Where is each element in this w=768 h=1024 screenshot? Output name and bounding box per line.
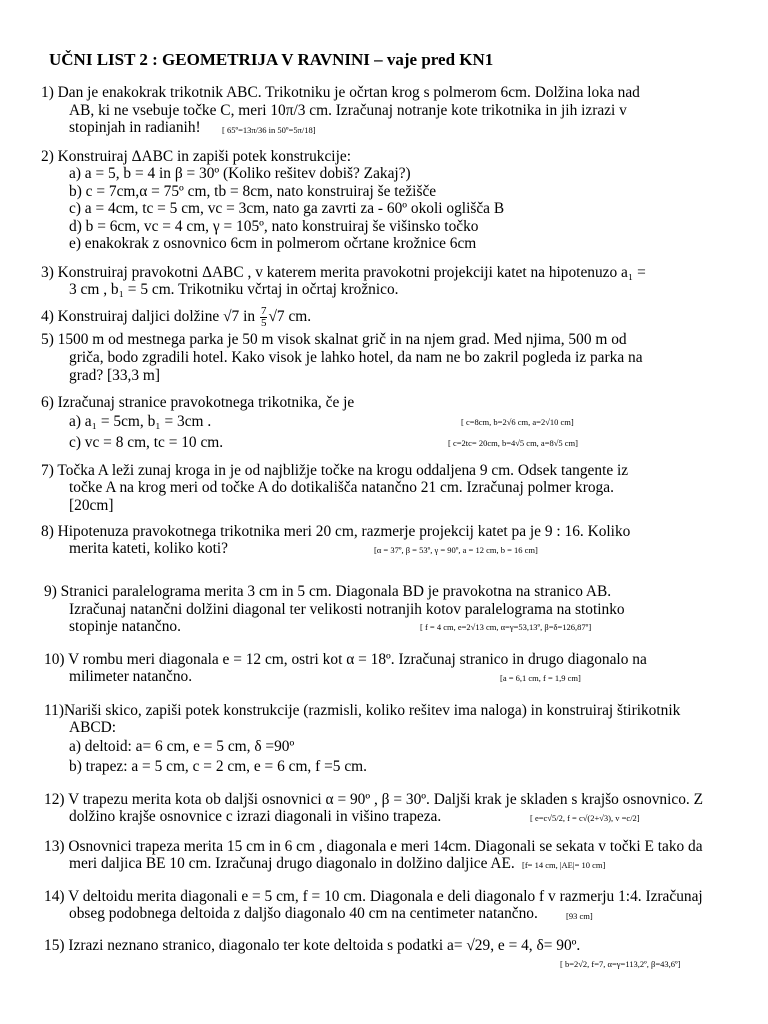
task-10-answer: [a = 6,1 cm, f = 1,9 cm] [500,673,581,683]
task-5-line-1: 5) 1500 m od mestnega parka je 50 m visok skalnat grič in na njem grad. Med njima, 500 m od [41,331,627,348]
page-title: UČNI LIST 2 : GEOMETRIJA V RAVNINI – vaje pred KN1 [49,50,494,69]
task-2-c: c) a = 4cm, tc = 5 cm, vc = 3cm, nato ga zavrti za - 60º okoli oglišča B [69,200,505,217]
task-3-line-2: 3 cm , b₁ = 5 cm. Trikotniku včrtaj in očrtaj krožnico. [69,281,399,298]
task-6-c: c) vc = 8 cm, tc = 10 cm. [69,434,224,451]
task-2-a: a) a = 5, b = 4 in β = 30º (Koliko rešitev dobiš? Zakaj?) [69,165,411,182]
task-11-a: a) deltoid: a= 6 cm, e = 5 cm, δ =90º [69,738,295,755]
task-12-line-1: 12) V trapezu merita kota ob daljši osnovnici α = 90º , β = 30º. Daljši krak je skladen s krajšo osnovnico. Z [44,791,704,808]
task-2-b: b) c = 7cm,α = 75º cm, tb = 8cm, nato konstruiraj še težišče [69,183,437,200]
task-14-line-2: obseg podobnega deltoida z daljšo diagonalo 40 cm na centimeter natančno. [69,905,538,922]
task-1-line-2: AB, ki ne vsebuje točke C, meri 10π/3 cm. Izračunaj notranje kote trikotnika in jih izrazi v [69,102,627,119]
task-15-answer: [ b=2√2, f=7, α=γ=113,2º, β=43,6º] [560,959,681,969]
task-1-answer: [ 65º=13π/36 in 50º=5π/18] [222,125,316,135]
task-4-text: 4) Konstruiraj daljici dolžine [41,308,220,326]
task-8-line-1: 8) Hipotenuza pravokotnega trikotnika meri 20 cm, razmerje projekcij katet pa je 9 : 16. Koliko [41,523,631,540]
task-14-line-1: 14) V deltoidu merita diagonali e = 5 cm, f = 10 cm. Diagonala e deli diagonalo f v razmerju 1:4. Izračunaj [44,888,703,905]
task-11-line-1: 11)Nariši skico, zapiši potek konstrukcije (razmisli, koliko rešitev ima naloga) in konstruiraj štirikotnik [44,702,681,719]
task-4-fraction [260,306,268,329]
task-4-unit: cm. [288,308,312,326]
task-12-line-2: dolžino krajše osnovnice c izrazi diagonali in višino trapeza. [69,808,442,825]
task-4 [41,306,311,329]
task-1-line-1: 1) Dan je enakokrak trikotnik ABC. Trikotniku je očrtan krog s polmerom 6cm. Dolžina loka nad [41,84,640,101]
task-2-d: d) b = 6cm, vc = 4 cm, γ = 105º, nato konstruiraj še višinsko točko [69,218,479,235]
task-8-line-2: merita kateti, koliko koti? [69,540,228,557]
task-4-root-1: √7 [223,308,240,326]
task-2-e: e) enakokrak z osnovnico 6cm in polmerom očrtane krožnice 6cm [69,235,477,252]
task-6-a: a) a₁ = 5cm, b₁ = 3cm . [69,413,212,430]
task-12-answer: [ e=c√5/2, f = c√(2+√3), v =c/2] [530,813,640,823]
task-10-line-1: 10) V rombu meri diagonala e = 12 cm, ostri kot α = 18º. Izračunaj stranico in drugo diagonalo na [44,651,647,668]
task-9-answer: [ f = 4 cm, e=2√13 cm, α=γ=53,13º, β=δ=126,87º] [420,622,592,632]
task-9-line-1: 9) Stranici paralelograma merita 3 cm in 5 cm. Diagonala BD je pravokotna na stranico AB. [44,583,612,600]
task-13-answer: [f= 14 cm, |AE|= 10 cm] [522,860,606,870]
task-11-b: b) trapez: a = 5 cm, c = 2 cm, e = 6 cm, f =5 cm. [69,758,367,775]
task-7-line-2: točke A na krog meri od točke A do dotikališča natančno 21 cm. Izračunaj polmer kroga. [69,479,614,496]
task-10-line-2: milimeter natančno. [69,668,193,685]
task-11-line-2: ABCD: [69,719,117,736]
task-5-line-3: grad? [33,3 m] [69,367,161,384]
task-9-line-2: Izračunaj natančni dolžini diagonal ter velikosti notranjih kotov paralelograma na stotinko [69,601,625,618]
task-13-line-1: 13) Osnovnici trapeza merita 15 cm in 6 cm , diagonala e meri 14cm. Diagonali se sekata v točki E tako da [44,838,703,855]
fraction-denominator: 5 [260,317,267,329]
task-5-line-2: griča, bodo zgradili hotel. Kako visok je lahko hotel, da nam ne bo zakril pogleda iz parka na [69,349,643,366]
task-3-line-1: 3) Konstruiraj pravokotni ΔABC , v katerem merita pravokotni projekciji katet na hipotenuzo a₁ = [41,264,646,281]
task-2-intro: 2) Konstruiraj ΔABC in zapiši potek konstrukcije: [41,148,351,165]
task-1-line-3: stopinjah in radianih! [69,119,201,136]
task-15-line-1: 15) Izrazi neznano stranico, diagonalo ter kote deltoida s podatki a= √29, e = 4, δ= 90º. [44,937,581,954]
task-14-answer: [93 cm] [566,911,593,921]
task-6-a-answer: [ c=8cm, b=2√6 cm, a=2√10 cm] [461,417,574,427]
task-13-line-2: meri daljica BE 10 cm. Izračunaj drugo diagonalo in dolžino daljice AE. [69,855,515,872]
task-6-c-answer: [ c=2tc= 20cm, b=4√5 cm, a=8√5 cm] [448,438,578,448]
fraction-numerator: 7 [260,305,267,317]
task-6-intro: 6) Izračunaj stranice pravokotnega trikotnika, če je [41,394,355,411]
task-7-line-1: 7) Točka A leži zunaj kroga in je od najbližje točke na krogu oddaljena 9 cm. Odsek tangente iz [41,462,629,479]
task-7-answer: [20cm] [69,497,114,514]
task-9-line-3: stopinje natančno. [69,618,181,635]
task-8-answer: [α = 37º, β = 53º, γ = 90º, a = 12 cm, b = 16 cm] [374,545,538,555]
task-4-root-2: √7 [268,308,285,326]
task-4-and: in [243,308,256,326]
